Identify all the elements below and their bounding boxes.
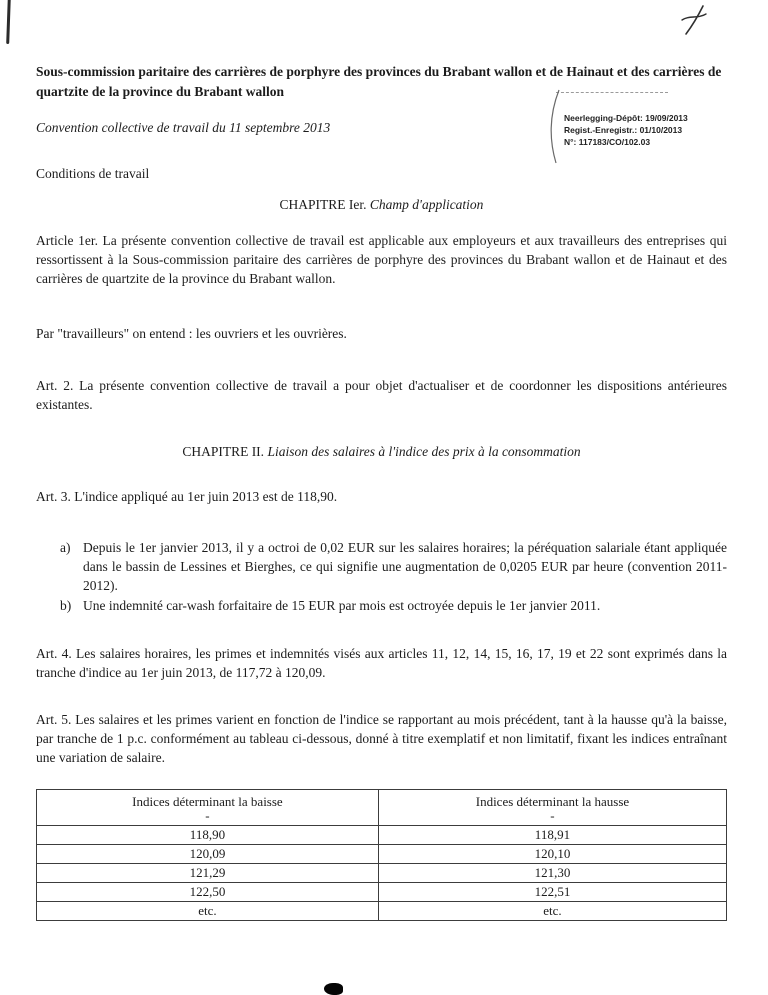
stamp-line-number: N°: 117183/CO/102.03 [564,137,651,147]
section-label: Conditions de travail [36,166,150,182]
chapter-1-title: Champ d'application [369,197,484,213]
table-cell: 118,90 [37,825,379,844]
article-5-paragraph: Art. 5. Les salaires et les primes varient en fonction de l'indice se rapportant au mois précédent, tant à la hausse qu'à la baisse, par tranche de 1 p.c. conformément au tableau ci-dessous, donné à titre exemplatif et non limitatif, fixant les indices entraînant une variation de salaire. [36,712,727,766]
table-cell: 121,29 [37,863,379,882]
list-text-b: Une indemnité car-wash forfaitaire de 15 EUR par mois est octroyée depuis le 1er janvier 2011. [83,597,601,613]
table-cell: etc. [378,901,726,920]
table-dash-row [37,810,727,826]
list-text-a: Depuis le 1er janvier 2013, il y a octroi de 0,02 EUR sur les salaires horaires; la péréquation salariale étant appliquée dans le bassin de Lessines et Bierghes, ce qui signifie une augmentation de 0,0205 EUR par heure (convention 2011-2012). [83,540,727,594]
stamp-line-deposit: Neerlegging-Dépôt: 19/09/2013 [564,113,688,123]
table-cell: - [37,810,379,826]
table-cell: 120,09 [37,844,379,863]
table-cell: 122,51 [378,882,726,901]
table-header-hausse: Indices déterminant la hausse [378,789,726,810]
article-3-paragraph: Art. 3. L'indice appliqué au 1er juin 2013 est de 118,90. [36,488,338,504]
article-3-list [60,538,727,615]
article-1-paragraph: Article 1er. La présente convention collective de travail est applicable aux employeurs et aux travailleurs des entreprises qui ressortissent à la Sous-commission paritaire des carrières de porphyre des provinces du Brabant wallon et de Hainaut et des carrières de quartzite de la province du Brabant wallon. [36,233,727,287]
stamp-line-registration: Regist.-Enregistr.: 01/10/2013 [564,125,683,135]
table-cell: etc. [37,901,379,920]
table-cell: 120,10 [378,844,726,863]
indices-table [36,789,727,921]
chapter-2-heading [36,444,727,460]
table-cell: 122,50 [37,882,379,901]
workers-note-paragraph: Par "travailleurs" on entend : les ouvriers et les ouvrières. [36,326,347,342]
table-cell: - [378,810,726,826]
table-header-baisse: Indices déterminant la baisse [37,789,379,810]
list-marker-a: a) [60,540,71,556]
article-2-paragraph: Art. 2. La présente convention collective de travail a pour objet d'actualiser et de coordonner les dispositions antérieures existantes. [36,377,727,412]
table-cell: 118,91 [378,825,726,844]
table-row [37,901,727,920]
chapter-1-heading [36,197,727,213]
chapter-2-title: Liaison des salaires à l'indice des prix à la consommation [267,443,581,459]
table-cell: 121,30 [378,863,726,882]
list-marker-b: b) [60,597,72,613]
list-item-b [60,596,727,615]
chapter-2-prefix: CHAPITRE II. [182,443,265,459]
table-row [37,825,727,844]
doc-subtitle: Convention collective de travail du 11 septembre 2013 [36,120,331,136]
table-header-row [37,789,727,810]
chapter-1-prefix: CHAPITRE Ier. [279,197,367,213]
article-4-paragraph: Art. 4. Les salaires horaires, les primes et indemnités visés aux articles 11, 12, 14, 15, 16, 17, 19 et 22 sont exprimés dans la tranche d'indice au 1er juin 2013, de 117,72 à 120,09. [36,645,727,680]
table-row [37,882,727,901]
table-row [37,863,727,882]
list-item-a [60,538,727,595]
table-row [37,844,727,863]
doc-title: Sous-commission paritaire des carrières de porphyre des provinces du Brabant wallon et de Hainaut et des carrières de quartzite de la province du Brabant wallon [36,64,722,99]
